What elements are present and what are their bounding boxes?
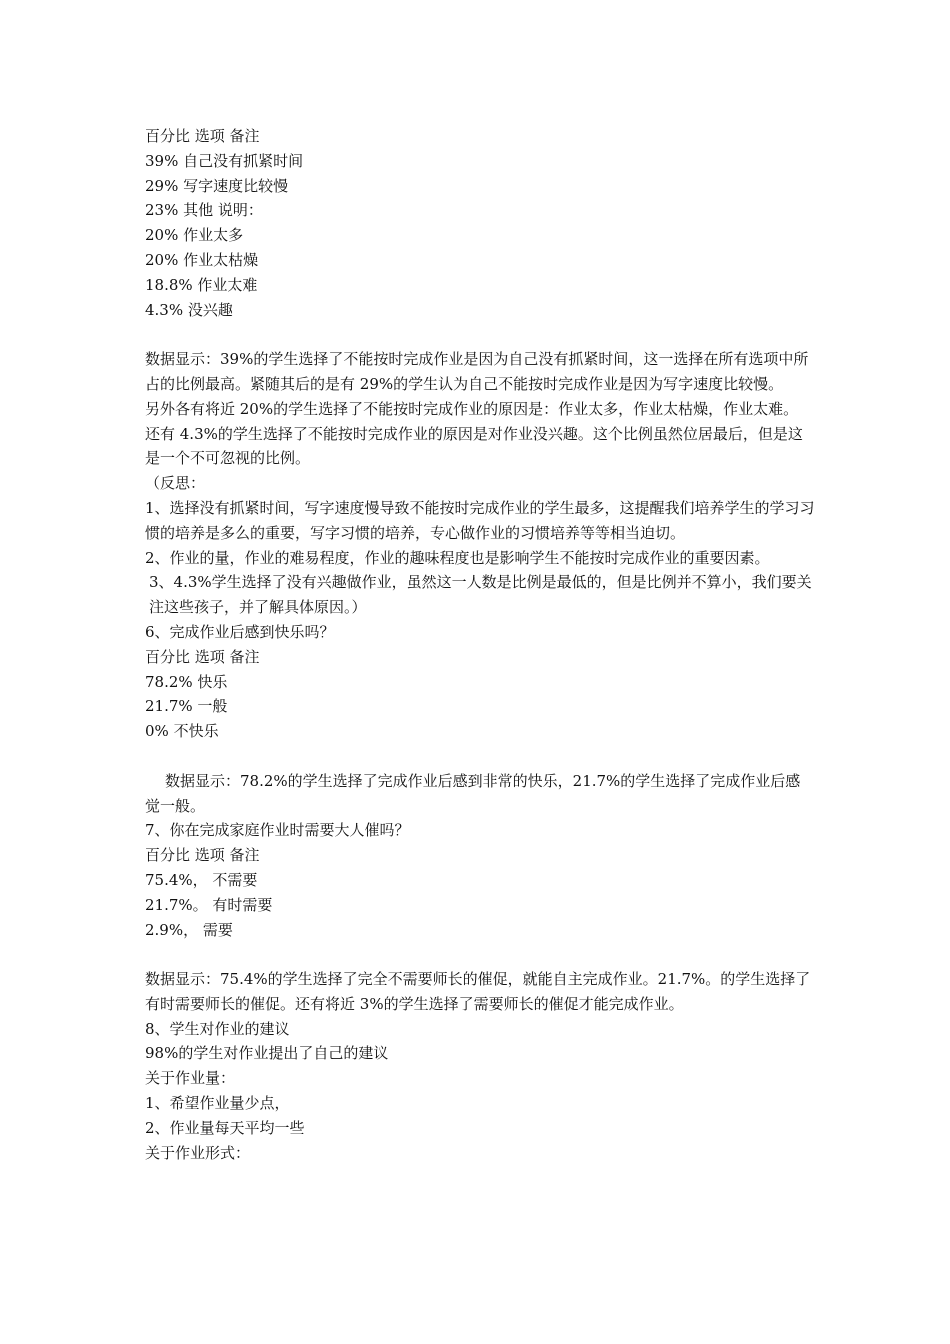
q7-table-header: 百分比 选项 备注 bbox=[145, 846, 260, 865]
q7-analysis-paragraph: 数据显示：75.4%的学生选择了完全不需要师长的催促，就能自主完成作业。21.7%。的学生选择了有时需要师长的催促。还有将近 3%的学生选择了需要师长的催促才能完成作业。 bbox=[145, 970, 811, 1013]
q8-summary: 98%的学生对作业提出了自己的建议 bbox=[145, 1044, 389, 1063]
spacer bbox=[145, 744, 815, 769]
reflection-item: 3、4.3%学生选择了没有兴趣做作业，虽然这一人数是比例是最低的，但是比例并不算小，我们要关注这些孩子，并了解具体原因。） bbox=[149, 573, 812, 617]
q5-row: 20% 作业太多 bbox=[145, 226, 244, 245]
q6-row: 21.7% 一般 bbox=[145, 697, 228, 716]
q5-analysis-paragraph: 数据显示：39%的学生选择了不能按时完成作业是因为自己没有抓紧时间，这一选择在所有选项中所占的比例最高。紧随其后的是有 29%的学生认为自己不能按时完成作业是因为写字速度比较慢。 bbox=[145, 350, 809, 393]
q6-question: 6、完成作业后感到快乐吗？ bbox=[145, 622, 335, 641]
q7-question: 7、你在完成家庭作业时需要大人催吗？ bbox=[145, 821, 410, 840]
spacer bbox=[145, 322, 815, 347]
reflection-title: （反思： bbox=[145, 474, 206, 493]
q6-row: 0% 不快乐 bbox=[145, 722, 219, 741]
q6-analysis-paragraph: 数据显示：78.2%的学生选择了完成作业后感到非常的快乐，21.7%的学生选择了完成作业后感觉一般。 bbox=[145, 771, 801, 815]
spacer bbox=[145, 942, 815, 967]
q5-row: 23% 其他 说明： bbox=[145, 201, 263, 220]
q8-quantity-item: 2、作业量每天平均一些 bbox=[145, 1118, 305, 1137]
reflection-item: 1、选择没有抓紧时间，写字速度慢导致不能按时完成作业的学生最多，这提醒我们培养学生的学习习惯的培养是多么的重要，写字习惯的培养，专心做作业的习惯培养等等相当迫切。 bbox=[145, 498, 815, 542]
q5-row: 20% 作业太枯燥 bbox=[145, 250, 259, 269]
q8-quantity-item: 1、希望作业量少点， bbox=[145, 1094, 290, 1113]
document-body bbox=[145, 124, 815, 1165]
q5-row: 39% 自己没有抓紧时间 bbox=[145, 151, 304, 170]
q6-table-header: 百分比 选项 备注 bbox=[145, 647, 260, 666]
q8-question: 8、学生对作业的建议 bbox=[145, 1019, 290, 1038]
q5-analysis-paragraph: 另外各有将近 20%的学生选择了不能按时完成作业的原因是：作业太多，作业太枯燥，作业太难。 bbox=[145, 399, 799, 418]
q8-form-title: 关于作业形式： bbox=[145, 1143, 251, 1162]
q5-row: 29% 写字速度比较慢 bbox=[145, 176, 289, 195]
q8-quantity-title: 关于作业量： bbox=[145, 1069, 236, 1088]
q7-row: 2.9%， 需要 bbox=[145, 920, 233, 939]
q6-row: 78.2% 快乐 bbox=[145, 672, 228, 691]
q7-row: 21.7%。 有时需要 bbox=[145, 895, 273, 914]
q7-row: 75.4%， 不需要 bbox=[145, 870, 258, 889]
q5-row: 18.8% 作业太难 bbox=[145, 275, 258, 294]
reflection-item: 2、作业的量，作业的难易程度，作业的趣味程度也是影响学生不能按时完成作业的重要因素。 bbox=[145, 548, 770, 567]
q5-table-header: 百分比 选项 备注 bbox=[145, 127, 260, 145]
q5-analysis-paragraph: 还有 4.3%的学生选择了不能按时完成作业的原因是对作业没兴趣。这个比例虽然位居最后，但是这是一个不可忽视的比例。 bbox=[145, 424, 803, 468]
q5-row: 4.3% 没兴趣 bbox=[145, 300, 233, 319]
